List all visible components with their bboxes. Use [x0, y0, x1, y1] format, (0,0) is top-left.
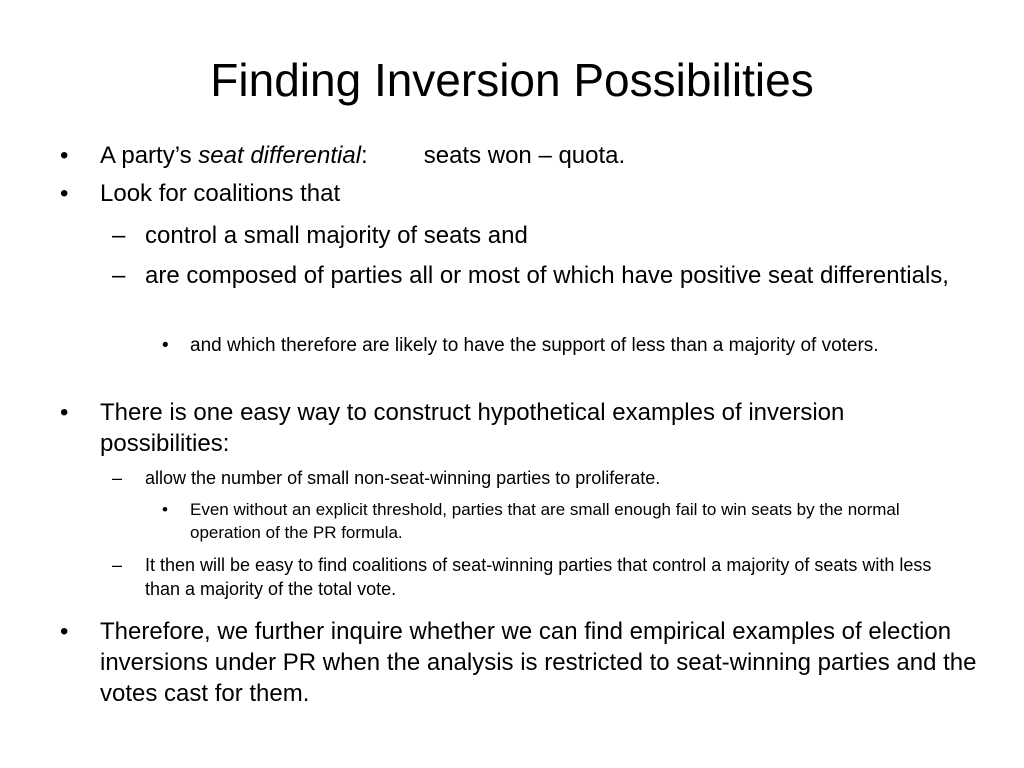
- dash-icon: –: [112, 222, 126, 249]
- bullet-text: Look for coalitions that: [100, 180, 341, 207]
- bullet-therefore: [60, 616, 980, 709]
- sub-item-text: control a small majority of seats and: [145, 222, 528, 249]
- bullet-icon: •: [60, 399, 69, 426]
- bullet-easy-way: [60, 397, 980, 459]
- dash-icon: –: [112, 468, 123, 488]
- seat-differential-definition: seats won – quota.: [423, 142, 626, 169]
- sub-sub-item-less-than-majority: [162, 332, 960, 359]
- sub-item-proliferate: [112, 466, 965, 490]
- bullet-look-for-coalitions: [60, 178, 980, 209]
- sub-item-text: allow the number of small non-seat-winning parties to proliferate.: [145, 468, 661, 488]
- sub-item-text: It then will be easy to find coalitions of seat-winning parties that control a majority of seats with less than a majority of the total vote.: [145, 555, 932, 599]
- sub-item-composed-of-parties: [112, 260, 965, 291]
- dash-icon: –: [112, 555, 123, 575]
- bullet-icon: •: [162, 335, 169, 356]
- sub-item-find-coalitions: [112, 553, 965, 601]
- bullet-text: There is one easy way to construct hypothetical examples of inversion possibilities:: [100, 399, 845, 457]
- sub-item-text: are composed of parties all or most of which have positive seat differentials,: [145, 262, 949, 289]
- bullet-icon: •: [60, 618, 69, 645]
- sub-item-control-majority: [112, 220, 965, 251]
- slide-title: Finding Inversion Possibilities: [210, 54, 814, 106]
- sub-sub-item-text: Even without an explicit threshold, parties that are small enough fail to win seats by the normal operation of the PR formula.: [190, 500, 900, 542]
- bullet-icon: •: [162, 500, 168, 519]
- bullet-icon: •: [60, 142, 69, 169]
- bullet-text-colon: :: [361, 142, 368, 169]
- dash-icon: –: [112, 262, 126, 289]
- bullet-text-prefix: A party’s: [100, 142, 199, 169]
- bullet-seat-differential: [60, 140, 980, 171]
- seat-differential-term: seat differential: [198, 142, 362, 169]
- sub-sub-item-threshold: [162, 498, 960, 544]
- bullet-text: Therefore, we further inquire whether we can find empirical examples of election inversions under PR when the analysis is restricted to seat-winning parties and the votes cast for them.: [100, 618, 977, 707]
- sub-sub-item-text: and which therefore are likely to have the support of less than a majority of voters.: [190, 335, 879, 356]
- bullet-icon: •: [60, 180, 69, 207]
